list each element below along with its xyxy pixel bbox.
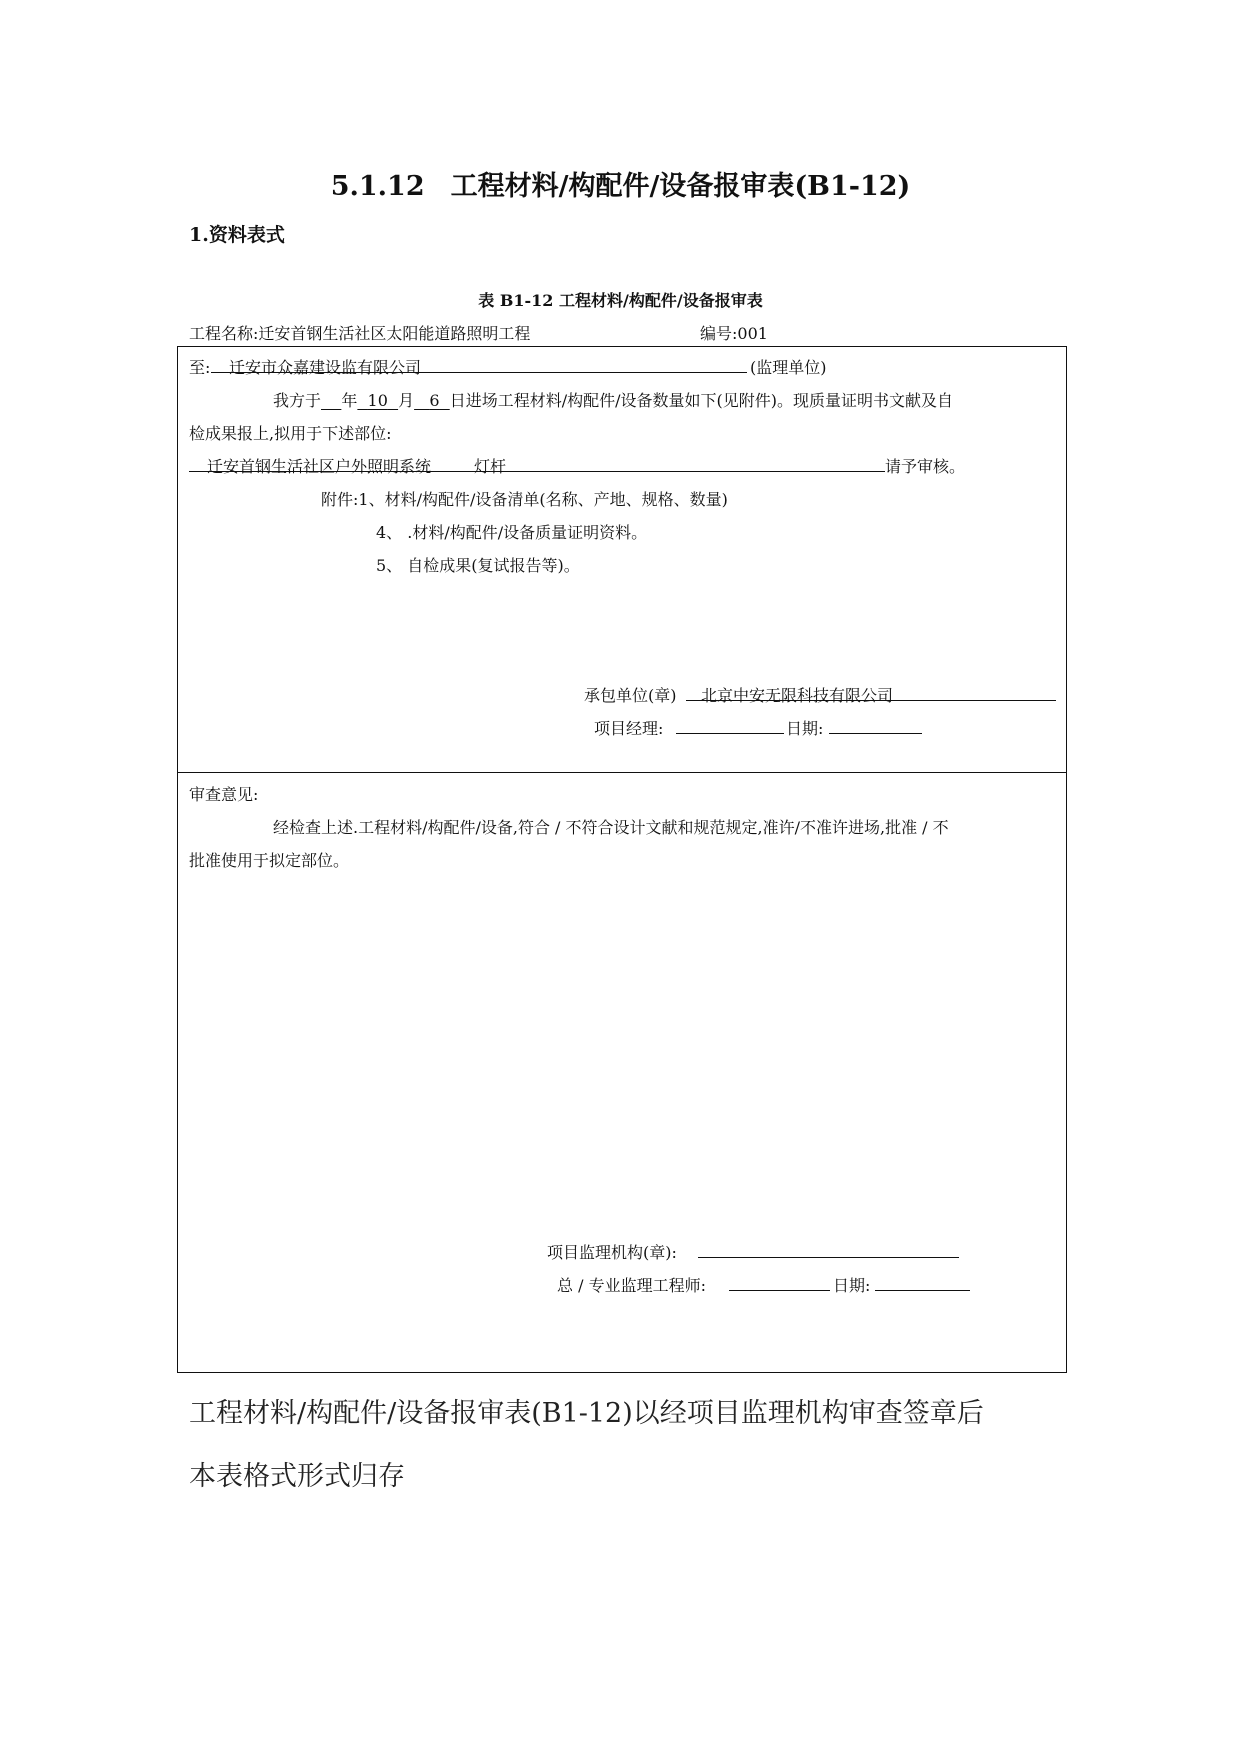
manager-date-label: 日期: [786,719,824,738]
location-item: 灯杆 [474,457,507,476]
day-value: 6 [429,391,440,410]
manager-signature-line [676,733,784,734]
table-caption: 表 B1-12 工程材料/构配件/设备报审表 [478,291,763,310]
page-title [0,164,1241,203]
form-number: 001 [737,324,768,343]
manager-date-line [829,733,922,734]
sub-heading: 1.资料表式 [189,224,285,246]
footer-line-1: 工程材料/构配件/设备报审表(B1-12)以经项目监理机构审查签章后 [189,1398,984,1429]
attachment-5: 5、 自检成果(复试报告等)。 [376,556,580,575]
contractor-label: 承包单位(章) [584,686,677,705]
section-number: 5.1.12 [330,171,425,202]
project-name: 迁安首钢生活社区太阳能道路照明工程 [258,324,531,343]
supervision-org-line [698,1257,959,1258]
project-name-row [189,321,530,344]
to-label: 至: [189,358,211,377]
month-value: 10 [367,391,388,410]
number-label: 编号: [700,324,738,343]
supervisor-suffix: (监理单位) [750,358,827,377]
statement-line-2: 检成果报上,拟用于下述部位: [189,424,392,443]
supervisor-company: 迁安市众嘉建设监有限公司 [229,358,422,377]
engineer-label: 总 / 专业监理工程师: [557,1276,706,1295]
engineer-date-line [875,1290,970,1291]
project-name-label: 工程名称: [189,324,259,343]
engineer-date-label: 日期: [833,1276,871,1295]
section-title: 工程材料/构配件/设备报审表(B1-12) [450,171,911,202]
review-request: 请予审核。 [885,457,966,476]
attachment-1: 附件:1、材料/构配件/设备清单(名称、产地、规格、数量) [321,490,728,509]
opinion-line-2: 批准使用于拟定部位。 [189,851,350,870]
supervision-org-label: 项目监理机构(章): [547,1243,677,1262]
manager-label: 项目经理: [594,719,664,738]
footer-line-2: 本表格式形式归存 [189,1461,405,1492]
engineer-signature-line [729,1290,830,1291]
opinion-line-1: 经检查上述.工程材料/构配件/设备,符合 / 不符合设计文献和规范规定,准许/不准许进场,批准 / 不 [273,818,949,837]
location: 迁安首钢生活社区户外照明系统 [207,457,432,476]
year-blank [321,391,341,410]
contractor-name: 北京中安无限科技有限公司 [701,686,894,705]
opinion-label: 审查意见: [189,785,259,804]
statement-line-1: 我方于 年 10 月 6 日进场工程材料/构配件/设备数量如下(见附件)。现质量证明书文献及自 [273,391,953,410]
number-row [700,321,768,344]
attachment-4: 4、 .材料/构配件/设备质量证明资料。 [376,523,648,542]
section-divider [177,772,1067,773]
